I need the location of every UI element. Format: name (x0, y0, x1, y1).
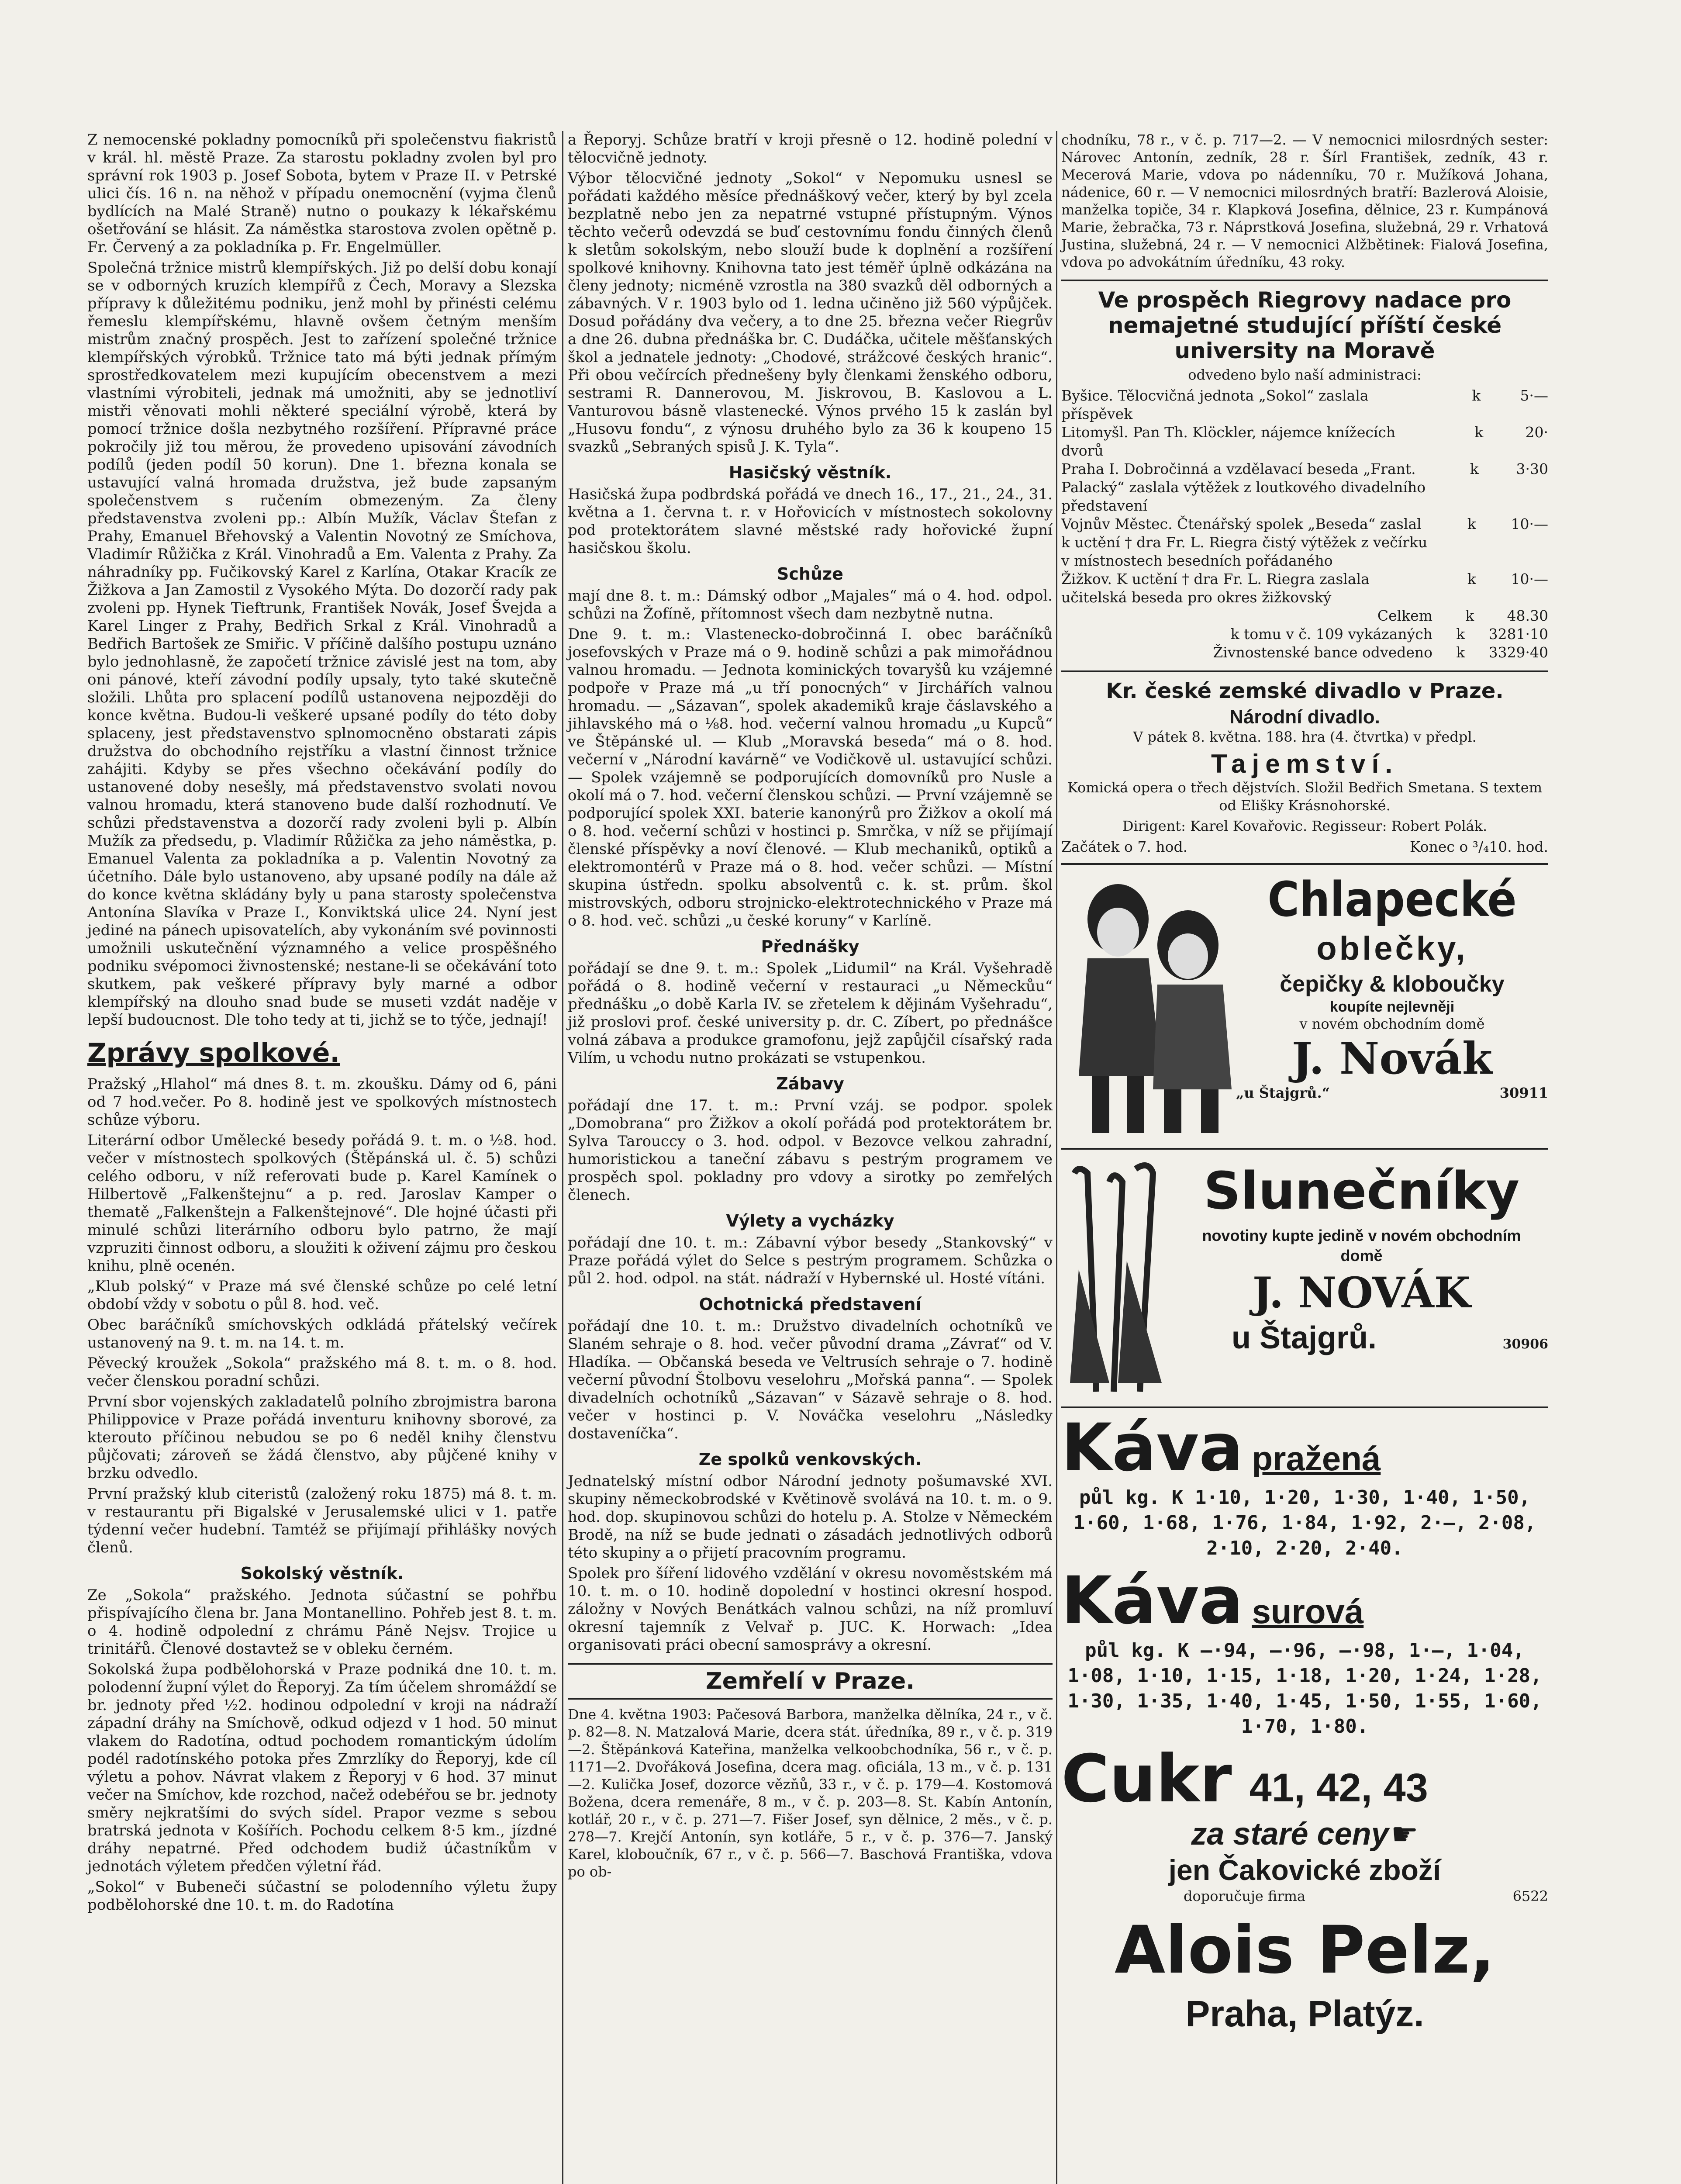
ad1-title: Chlapecké (1267, 871, 1517, 927)
ad1-line5: v novém obchodním domě (1299, 1016, 1485, 1032)
subheading-prednasky: Přednášky (761, 937, 859, 956)
fund-item: Praha I. Dobročinná a vzdělavací beseda „Frant. Palacký“ zaslala výtěžek z loutkového divadelního představení k 3·30 (1061, 460, 1548, 514)
section-heading-zemreli: Zemřelí v Praze. (568, 1663, 1053, 1700)
ad1-brand: J. Novák (1291, 1033, 1493, 1084)
theatre-play-title: Tajemství. (1211, 749, 1398, 778)
deaths-list-cont: chodníku, 78 r., v č. p. 717—2. — V nemocnici milosrdných sester: Nárovec Antonín, zedník, 28 r. Šírl František, zedník, 43 r. Mecerová Marie, vdova po nádenníku, 70 r. Mužíková Johana, nádenice, 60 r. — V nemocnici milosrdných bratří: Bazlerová Aloisie, manželka topiče, 34 r. Klapková Josefina, dělnice, 23 r. Kumpánová Marie, žebračka, 73 r. Náprstková Josefina, služebná, 29 r. Vrhatová Justina, služebná, 24 r. — V nemocnici Alžbětinek: Fialová Josefina, vdova po advokátním úředníku, 43 roky. (1061, 131, 1548, 270)
ad5-line4: doporučuje firma (1184, 1888, 1306, 1904)
notice-klub-polsky: „Klub polský“ v Praze má své členské schůze po celé letní období vždy v sobotu o půl 8. hod. več. (87, 1278, 557, 1313)
theatre-date: V pátek 8. května. 188. hra (4. čtvrtka) v předpl. (1133, 729, 1477, 745)
notice-sokol-prazsky: Ze „Sokola“ pražského. Jednota súčastní se pohřbu přispívajícího člena br. Jana Montanellino. Pohřeb jest 8. t. m. o 4. hodině odpolední z chrámu Páně Nejsv. Trojice u trinitářů. Členové dostavtež se v obleku černém. (87, 1586, 557, 1658)
ad1-place: „u Štajgrů.“ (1236, 1085, 1330, 1101)
notice-sokol-nepomuk: Výbor tělocvičné jednoty „Sokol“ v Nepomuku usnesl se pořádati každého měsíce přednáškový večer, který by byl zcela bezplatně nebo jen za nepatrné vstupné přístupným. Výnos těchto večerů odevzdá se buď cestovnímu fondu činných členů k sletům sokolským, nebo slouží bude k doplnění a rozšíření spolkové knihovny. Knihovna tato jest téměř úplně odkázána na členy jednoty; nicméně vzrostla na 380 svazků děl odborných a zábavných. V r. 1903 bylo od 1. ledna učiněno již 560 výpůjček. Dosud pořádány dva večery, a to dne 25. března večer Riegrův a dne 26. dubna přednáška br. C. Dudáčka, učitele měšťanských škol a jednatele jednoty: „Chodové, strážcové českých hranic“. Při obou večírcích přednešeny byly členkami ženského odboru, sestrami R. Dannerovou, M. Jiskrovou, B. Kaslovou a L. Vanturovou básně vlastenecké. Výnos prvého 15 k zaslán byl „Husovu fondu“, z výnosu druhého bylo za 36 k koupeno 15 svazků „Sebraných spisů J. K. Tyla“. (568, 169, 1053, 456)
notice-narodni-jednota: Jednatelský místní odbor Národní jednoty pošumavské XVI. skupiny německobrodské v Květinově svolává na 10. t. m. o 9. hod. dop. skupinovou schůzi do hotelu p. A. Stolze v Německém Brodě, na níž se bude jednati o zásadách jednotlivých odborů této skupiny a o přijetí pracovním programu. (568, 1472, 1053, 1562)
ad3-title: Káva (1061, 1410, 1243, 1486)
ad5-line3: jen Čakovické zboží (1168, 1854, 1441, 1886)
fund-prev-row: k tomu v č. 109 vykázaných k 3281·10 (1230, 625, 1548, 643)
column-rule-left (562, 131, 563, 2184)
ad-kava-prazena (1061, 1406, 1548, 1561)
ad3-prices: půl kg. K 1·10, 1·20, 1·30, 1·40, 1·50, 1·60, 1·68, 1·76, 1·84, 1·92, 2·—, 2·08, 2·10, 2·20, 2·40. (1073, 1486, 1536, 1559)
column-rule-right (1056, 131, 1057, 2184)
subheading-hasicsky-vestnik: Hasičský věstník. (728, 463, 892, 482)
ad5-line2: za staré ceny (1191, 1817, 1389, 1852)
fund-item: Byšice. Tělocvičná jednota „Sokol“ zaslala příspěvek k 5·— (1061, 387, 1548, 422)
notice-reporyje-cont: a Řeporyj. Schůze bratří v kroji přesně o 12. hodině polední v tělocvičně jednoty. (568, 131, 1053, 166)
ad2-number: 30906 (1502, 1337, 1548, 1352)
notice-schuze-8: mají dne 8. t. m.: Dámský odbor „Majales“ má o 4. hod. odpol. schůzi na Žofíně, přítomnost všech dam nezbytně nutna. (568, 587, 1053, 622)
ad-kava-surova (1061, 1564, 1548, 1739)
fund-item: Litomyšl. Pan Th. Klöckler, nájemce knížecích dvorů k 20· (1061, 424, 1548, 459)
subheading-venkovske-spolky: Ze spolků venkovských. (698, 1450, 922, 1469)
notice-zupa-podbelohorska: Sokolská župa podbělohorská v Praze podniká dne 10. t. m. polodenní župní výlet do Řeporyj. Za tím účelem shromáždí se br. jednoty před ½2. hodinou odpolední v kroji na nádraží západní dráhy na Smíchově, odkud odjezd v 1 hod. 50 minut vlakem do Radotína, odtud pochodem romantickým údolím podél radotínského potoka přes Zmrzlíky do Řeporyj, kde cíl výletu a pohov. Návrat vlakem z Řeporyj v 6 hod. 37 minut večer na Smíchov, kde rozchod, načež odebéřou se br. jednoty směry nejkratšími do svých sídel. Prapor vezme s sebou bratrská jednota v Košířích. Pochodu celkem 8·5 km., jízdné dráhy nepatrné. Před odchodem budiž účastníkům v jednotách výletem předčen výletní řád. (87, 1661, 557, 1875)
ad6-place: Praha, Platýz. (1185, 1993, 1424, 2034)
ad4-prices: půl kg. K —·94, —·96, —·98, 1·—, 1·04, 1·08, 1·10, 1·15, 1·18, 1·20, 1·24, 1·28, 1·30, 1·35, 1·40, 1·45, 1·50, 1·55, 1·60, 1·70, 1·80. (1067, 1639, 1542, 1738)
article-trznice-klempiru: Společná tržnice mistrů klempířských. Již po delší dobu konají se v odborných kruzích klempířů z Čech, Moravy a Slezska přípravy k důležitému podniku, jenž mohl by přinésti celému řemeslu klempířskému, hlavně ovšem četným menším mistrům značný prospěch. Jest to zařízení společné tržnice klempířských výrobků. Tržnice tato má býti jednak přímým sprostředkovatelem mezi kupujícím obecenstvem a mezi vlastními výrobiteli, jednak má umožniti, aby se jednotliví mistři věnovati mohli některé speciální výrobě, která by pomocí tržnice došla nezbytného rozšíření. Přípravné práce pokročily již tou měrou, že provedeno upisování závodních podílů (jeden podíl 50 korun). Dne 1. března konala se ustavující valná hromada družstva, jež bude zapsaným společenstvem s ručením obmezeným. Za členy představenstva zvoleni pp.: Albín Mužík, Václav Štefan z Prahy, Emanuel Břehovský a Valentin Novotný ze Smíchova, Vladimír Růžička z Král. Vinohradů a Em. Valenta z Prahy. Za náhradníky pp. Fučikovský Karel z Karlína, Otakar Kracík ze Žižkova a Jan Zamostil z Vysokého Mýta. Do dozorčí rady pak zvoleni pp. Hynek Tieftrunk, František Novák, Josef Švejda a Karel Linger z Prahy, Bedřich Srkal z Král. Vinohradů a Bedřich Bartošek ze Smiřic. V příčině dalšího postupu uznáno bylo jednohlasně, že započetí tržnice závislé jest na tom, aby oni pánové, kteří závodní podíly upsaly, tyto také skutečně složili. Lhůta pro splacení podílů ustanovena nejpozději do konce května. Budou-li veškeré upsané podíly do této doby splaceny, jest představenstvo splnomocněno obstarati zápis družstva do obchodního rejstříku a vlastní činnost tržnice zahájiti. Kdyby se přes všechno očekávání podíly do ustanovené doby nesešly, má představenstvo svolati novou valnou hromadu, která stanoveno bude další rozhodnutí. Ve schůzi představenstva a dozorčí rady zvoleni byli p. Albín Mužík za předsedu, p. Vladimír Růžička za jeho náměstka, p. Emanuel Valenta za pokladníka a p. Valentin Novotný za účetního. Dále bylo ustanoveno, aby upsané podíly na dále až do konce května skládány byly u pana starosty společenstva Antonína Slavíka v Praze I., Konviktská ulice 24. Nyní jest jediné na pánech upisovatelích, aby vykonáním své povinnosti umožnili uskutečnění významného a velice prospěšného podniku svépomoci živnostenské; nestane-li se očekávání toto skutkem, pak veškeré přípravy byly marné a odbor klempířský na dlouho snad bude se museti vzdát naděje v lepší budoucnost. Dle toho tedy at ti, jichž se to týče, jednají! (87, 259, 557, 1029)
ad1-line3: čepičky & kloboučky (1280, 971, 1505, 997)
notice-pevecky-krouzek: Pěvecký kroužek „Sokola“ pražského má 8. t. m. o 8. hod. večer členskou poradní schůzi. (87, 1355, 557, 1390)
theatre-times: Začátek o 7. hod. Konec o ³/₄10. hod. (1061, 838, 1548, 855)
fund-item: Vojnův Městec. Čtenářský spolek „Beseda“ zaslal k uctění † dra Fr. L. Riegra čistý výtěžek z večírku v místnostech besedních pořádaného k 10·— (1061, 515, 1548, 569)
ad4-title: Káva (1061, 1563, 1243, 1639)
notice-hlahol: Pražský „Hlahol“ má dnes 8. t. m. zkoušku. Dámy od 6, páni od 7 hod.večer. Po 8. hodině jest ve spolkových místnostech schůze výboru. (87, 1075, 557, 1129)
ad2-title: Slunečníky (1203, 1161, 1520, 1221)
theatre-description: Komická opera o třech dějstvích. Složil Bedřich Smetana. S textem od Elišky Krásnohorské. (1067, 779, 1543, 814)
fund-bank-row: Živnostenské bance odvedeno k 3329·40 (1213, 644, 1548, 661)
theatre-heading: Kr. české zemské divadlo v Praze. (1061, 670, 1548, 704)
notice-ochotnicka: pořádají dne 10. t. m.: Družstvo divadelních ochotníků ve Slaném sehraje o 8. hod. večer původní drama „Závrať“ od V. Hladíka. — Občanská beseda ve Veltrusích sehraje o 7. hodině večerní původní Štolbovu veselohru „Mořská panna“. — Spolek divadelních ochotníků „Sázavan“ v Sázavě sehraje o 8. hod. večer v hostinci p. V. Nováčka veselohru „Následky dostaveníčka“. (568, 1317, 1053, 1442)
notice-prednasky: pořádají se dne 9. t. m.: Spolek „Lidumil“ na Král. Vyšehradě pořádá o 8. hodině večerní v restauraci „u Německůu“ přednášku „o době Karla IV. se zřetelem k dějinám Vyšehradu“, již proslovi prof. české university p. dr. C. Zíbert, po přednášce volná zábava a produkce gramofonu, jejž zapůjčil císařský rada Vilím, u vchodu nutno prokázati se vstupenkou. (568, 960, 1053, 1067)
ad2-line2: novotiny kupte jedině v novém obchodním domě (1202, 1227, 1521, 1265)
ad3-tag: pražená (1252, 1439, 1381, 1478)
notice-sokol-bubenec: „Sokol“ v Bubeneči súčastní se polodenního výletu župy podbělohorské dne 10. t. m. do Radotína (87, 1878, 557, 1914)
subheading-zabavy: Zábavy (776, 1074, 844, 1093)
umbrellas-illustration (1061, 1156, 1175, 1400)
notice-umelecka-beseda: Literární odbor Umělecké besedy pořádá 9. t. m. o ½8. hod. večer v místnostech spolkových (Štěpánská ul. č. 5) schůzi celého odboru, v níž referovati bude p. Karel Kamínek o Hilbertově „Falkenštejnu“ a p. red. Jaroslav Kamper o thematě „Falkenštejn a Falkenštejnové“. Dle hojné účasti při minulé schůzi literárního odboru bylo patrno, že mají vzpruziti činnost odboru, a sloužiti k oživení zájmu pro českou knihu, plně ocenén. (87, 1132, 557, 1275)
ad6-name: Alois Pelz, (1115, 1912, 1495, 1988)
fund-subheading: odvedeno bylo naší administraci: (1188, 366, 1422, 383)
boys-illustration (1061, 871, 1236, 1142)
subheading-schuze: Schůze (777, 564, 843, 584)
column-2 (568, 131, 1053, 1883)
theatre-staff: Dirigent: Karel Kovařovic. Regisseur: Robert Polák. (1122, 818, 1488, 834)
notice-klub-citeristu: První pražský klub citeristů (založený roku 1875) má 8. t. m. v restaurantu při Bigalské v Jerusalemské ulici v 1. patře týdenní večer hudební. Tamtéž se přijímají přihlášky nových členů. (87, 1485, 557, 1556)
column-1 (87, 131, 557, 1917)
fund-total-row: Celkem k 48.30 (1377, 607, 1548, 624)
fund-list (1061, 387, 1548, 662)
section-heading-zpravy-spolkove: Zprávy spolkové. (87, 1038, 340, 1068)
notice-zabavy: pořádají dne 17. t. m.: První vzáj. se podpor. spolek „Domobrana“ pro Žižkov a okolí pořádá pod protektorátem br. Sylva Tarouccy o 3. hod. odpol. v Bezovce velkou zahradní, humoristickou a taneční zábavu s pestrým programem ve prospěch spol. pokladny pro vdovy a sirotky po zemřelých členech. (568, 1097, 1053, 1204)
subheading-sokolsky-vestnik: Sokolský věstník. (240, 1564, 404, 1583)
ad-slunecniky (1061, 1148, 1548, 1400)
ad1-line4: koupíte nejlevněji (1329, 999, 1455, 1015)
ad2-place: u Štajgrů. (1232, 1320, 1377, 1355)
ad5-title: Cukr (1061, 1741, 1232, 1817)
hand-pointer-icon: ☛ (1391, 1816, 1419, 1852)
notice-hasicska-zupa: Hasičská župa podbrdská pořádá ve dnech 16., 17., 21., 24., 31. května a 1. června t. r. v Hořovicích v místnostech sokolovny pod protektorátem slavné městské rady hořovické župní hasičskou školu. (568, 486, 1053, 557)
article-nemocenska-pokladna: Z nemocenské pokladny pomocníků při společenstvu fiakristů v král. hl. městě Praze. Za starostu pokladny zvolen byl pro správní rok 1903 p. Josef Sobota, bytem v Praze II. v Petrské ulici čís. 16 n. na něhož v případu onemocnění (vyjma členů bydlících na Malé Straně) nutno o poukazy k lékařskému ošetřování se hlásit. Za náměstka starostova zvolen opětně p. Fr. Červený a za pokladníka p. Fr. Engelmüller. (87, 131, 557, 256)
notice-schuze-9: Dne 9. t. m.: Vlastenecko-dobročinná I. obec baráčníků josefovských v Praze má o 9. hodině schůzi a pak mimořádnou valnou hromadu. — Jednota kominických tovaryšů ku vzájemné podpoře v Praze má „u tří ponocných“ v Jirchářích valnou hromadu. — „Sázavan“, spolek akademiků kraje čáslavského a jihlavského má o ⅛8. hod. večerní valnou hromadu „u Kupců“ ve Štěpánské ul. — Klub „Moravská beseda“ má o 8. hod. večerní v „Národní kavárně“ ve Vodičkově ul. ustavující schůzi. — Spolek vzájemně se podporujících domovníků pro Nusle a okolí má o 7. hod. večerní členskou schůzi. — První vzájemně se podporující spolek XXI. baterie kanonýrů pro Žižkov a okolí má o 8. hod. večerní schůzi v hostinci p. Smrčka, v níž se přijímají členské příspěvky a noví členové. — Klub mechaniků, optiků a elektromontérů v Praze má o 8. hod. večer schůzi. — Místní skupina ústředn. spolku absolventů c. k. st. prům. škol mistrovských, odboru strojnicko-elektrotechnického v Praze má o 8. hod. več. schůzi „u české koruny“ v Karlíně. (568, 625, 1053, 930)
ad5-prices: 41, 42, 43 (1249, 1766, 1428, 1810)
ad-chlapecke (1061, 863, 1548, 1142)
ad1-number: 30911 (1499, 1085, 1548, 1101)
notice-prvni-sbor: První sbor vojenských zakladatelů polního zbrojmistra barona Philippovice v Praze pořádá inventuru knihovny sborové, za kterouto příčinou nebudou se po 6 neděl knihy členstvu půjčovati; zároveň se žádá členstvo, aby půjčené knihy v brzku odvedlo. (87, 1393, 557, 1482)
fund-heading: Ve prospěch Riegrovy nadace pro nemajetné studující příští české university na Moravě (1061, 280, 1548, 363)
subheading-vylety: Výlety a vycházky (726, 1211, 894, 1230)
notice-vylety: pořádají dne 10. t. m.: Zábavní výbor besedy „Stankovský“ v Praze pořádá výlet do Selce s pestrým programem. Schůzka o půl 2. hod. odpol. na stát. nádraží v Hybernské ul. Hosté vítáni. (568, 1234, 1053, 1287)
column-3 (1061, 131, 1548, 2035)
ad5-number: 6522 (1512, 1888, 1548, 1904)
ad-cukr (1061, 1742, 1548, 1904)
subheading-ochotnicka: Ochotnická představení (699, 1295, 922, 1314)
ad2-brand: J. NOVÁK (1252, 1268, 1471, 1317)
ad-alois-pelz (1061, 1909, 1548, 2035)
ad1-line2: oblečky, (1316, 930, 1468, 967)
theatre-subheading: Národní divadlo. (1229, 706, 1380, 728)
ad4-tag: surová (1252, 1592, 1364, 1631)
notice-lidove-vzdelani: Spolek pro šíření lidového vzdělání v okresu novoměstském má 10. t. m. o 10. hodině dopolední v hostinci okresní hospod. záložny v Nových Benátkách valnou schůzi, na níž promluví okresní tajemník z Velvař p. JUC. K. Horwach: „Idea organisovati práci obecní samosprávy a okresní. (568, 1565, 1053, 1654)
deaths-list: Dne 4. května 1903: Pačesová Barbora, manželka dělníka, 24 r., v č. p. 82—8. N. Matzalová Marie, dcera stát. úředníka, 89 r., v č. p. 319—2. Štěpánková Kateřina, manželka velkoobchodníka, 56 r., v č. p. 1171—2. Dvořáková Josefina, dcera mag. oficiála, 13 m., v č. p. 131—2. Kulička Josef, dozorce vězňů, 33 r., v č. p. 179—4. Kostomová Božena, dcera remenáře, 8 m., v č. p. 203—8. St. Kabín Antonín, kotlář, 20 r., v č. p. 271—7. Fišer Josef, syn dělnice, 2 měs., v č. p. 278—7. Krejčí Antonín, syn kotláře, 5 r., v č. p. 376—7. Janský Karel, kloboučník, 67 r., v č. p. 566—7. Baschová Františka, vdova po ob- (568, 1706, 1053, 1880)
fund-item: Žižkov. K uctění † dra Fr. L. Riegra zaslala učitelská beseda pro okres žižkovský k 10·— (1061, 570, 1548, 606)
notice-obec-baracniku: Obec baráčníků smíchovských odkládá přátelský večírek ustanovený na 9. t. m. na 14. t. m. (87, 1316, 557, 1351)
